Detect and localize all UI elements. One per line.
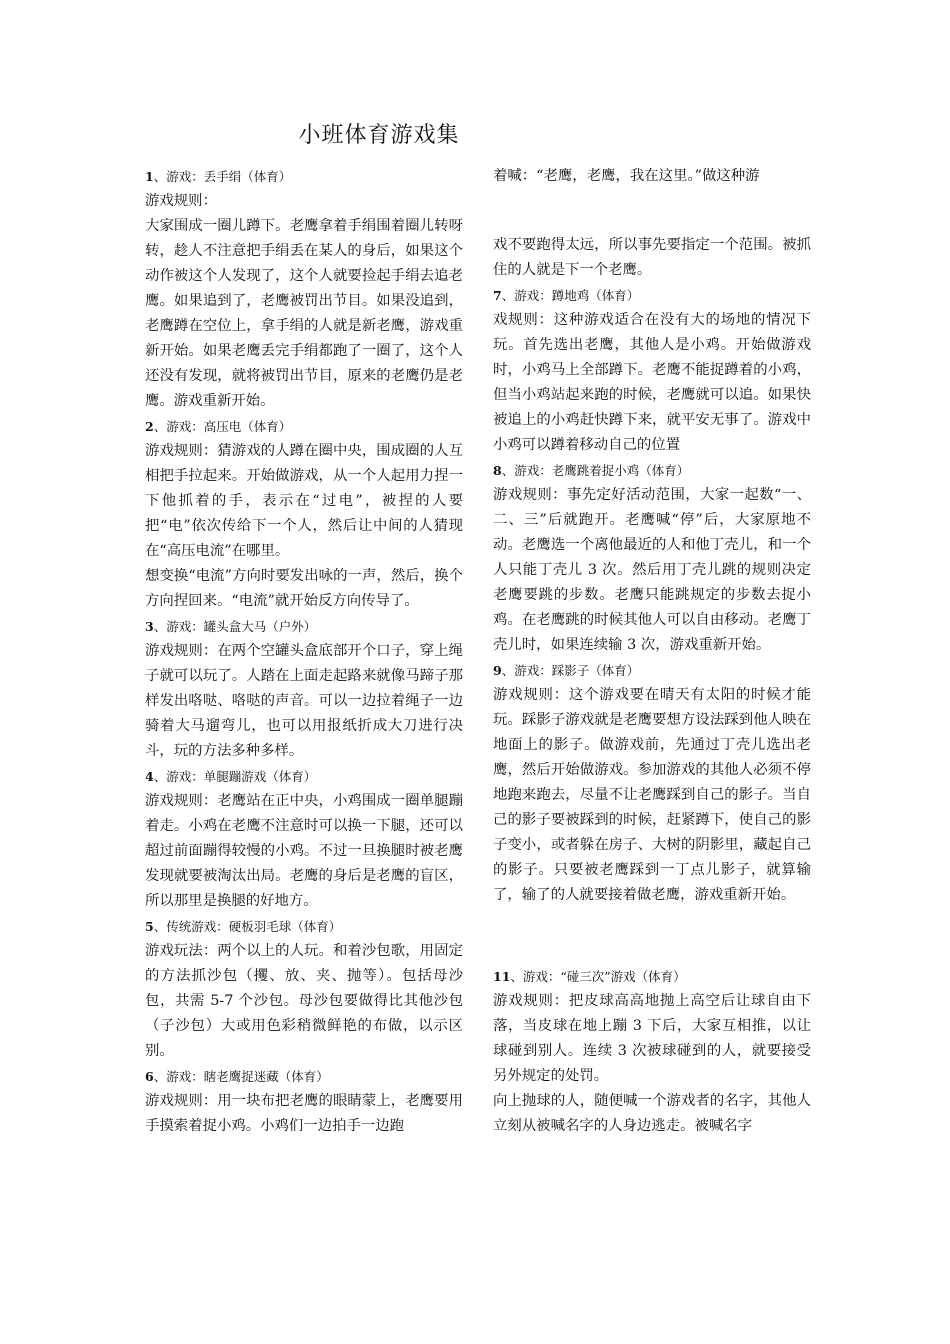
game-heading: 2、游戏：高压电（体育） xyxy=(145,419,292,434)
paragraph: 游戏规则： xyxy=(145,193,217,209)
paragraph: 游戏规则：猜游戏的人蹲在圈中央，围成圈的人互相把手拉起来。开始做游戏，从一个人起用力捏一下他抓着的手，表示在“过电”，被捏的人要把“电”依次传给下一个人，然后让中间的人猜现在“高压电流”在哪里。 xyxy=(145,443,463,559)
paragraph: 游戏玩法：两个以上的人玩。和着沙包歌，用固定的方法抓沙包（攫、放、夹、抛等）。包括母沙包，共需 5-7 个沙包。母沙包要做得比其他沙包（子沙包）大或用色彩稍微鲜艳的布做，以示区别。 xyxy=(145,943,463,1059)
paragraph: 游戏规则：在两个空罐头盒底部开个口子，穿上绳子就可以玩了。人踏在上面走起路来就像马蹄子那样发出咯哒、咯哒的声音。可以一边拉着绳子一边骑着大马遛弯儿，也可以用报纸折成大刀进行决斗，玩的方法多种多样。 xyxy=(145,643,463,759)
paragraph: 游戏规则：老鹰站在正中央，小鸡围成一圈单腿蹦着走。小鸡在老鹰不注意时可以换一下腿，还可以超过前面蹦得较慢的小鸡。不过一旦换腿时被老鹰发现就要被淘汰出局。老鹰的身后是老鹰的盲区，所以那里是换腿的好地方。 xyxy=(145,793,463,909)
paragraph: 游戏规则：用一块布把老鹰的眼睛蒙上，老鹰要用手摸索着捉小鸡。小鸡们一边拍手一边跑 xyxy=(145,1093,463,1134)
game-heading: 8、游戏：老鹰跳着捉小鸡（体育） xyxy=(493,463,690,478)
document-title: 小班体育游戏集 xyxy=(298,123,460,148)
paragraph: 游戏规则：这个游戏要在晴天有太阳的时候才能玩。踩影子游戏就是老鹰要想方设法踩到他人映在地面上的影子。做游戏前，先通过丁壳儿选出老鹰，然后开始做游戏。参加游戏的其他人必须不停地跑来跑去，尽量不让老鹰踩到自己的影子。当自己的影子要被踩到的时候，赶紧蹲下，使自己的影子变小，或者躲在房子、大树的阴影里，藏起自己的影子。只要被老鹰踩到一丁点儿影子，就算输了，输了的人就要接着做老鹰，游戏重新开始。 xyxy=(493,687,811,903)
paragraph: 戏不要跑得太远，所以事先要指定一个范围。被抓住的人就是下一个老鹰。 xyxy=(493,237,811,278)
game-heading: 6、游戏：瞎老鹰捉迷藏（体育） xyxy=(145,1069,329,1084)
paragraph: 想变换“电流”方向时要发出咏的一声，然后，换个方向捏回来。“电流”就开始反方向传导了。 xyxy=(145,568,463,609)
paragraph: 戏规则：这种游戏适合在没有大的场地的情况下玩。首先选出老鹰，其他人是小鸡。开始做游戏时，小鸡马上全部蹲下。老鹰不能捉蹲着的小鸡，但当小鸡站起来跑的时候，老鹰就可以追。如果快被追上的小鸡赶快蹲下来，就平安无事了。游戏中小鸡可以蹲着移动自己的位置 xyxy=(493,312,811,453)
left-column xyxy=(145,164,463,1139)
paragraph: 向上抛球的人，随便喊一个游戏者的名字，其他人立刻从被喊名字的人身边逃走。被喊名字 xyxy=(493,1093,811,1134)
game-heading: 5、传统游戏：硬板羽毛球（体育） xyxy=(145,919,342,934)
game-heading: 11、游戏：“碰三次”游戏（体育） xyxy=(493,969,686,984)
paragraph: 游戏规则：事先定好活动范围，大家一起数“一、二、三”后就跑开。老鹰喊“停”后，大家原地不动。老鹰选一个离他最近的人和他丁壳儿，和一个人只能丁壳儿 3 次。然后用丁壳儿跳的规则决定老鹰要跳的步数。老鹰只能跳规定的步数去捉小鸡。在老鹰跳的时候其他人可以自由移动。老鹰丁壳儿时，如果连续输 3 次，游戏重新开始。 xyxy=(493,487,811,653)
paragraph: 着喊：“老鹰，老鹰，我在这里。”做这种游 xyxy=(493,168,760,184)
game-heading: 9、游戏：踩影子（体育） xyxy=(493,663,640,678)
game-heading: 3、游戏：罐头盒大马（户外） xyxy=(145,619,317,634)
game-heading: 7、游戏：蹲地鸡（体育） xyxy=(493,288,640,303)
paragraph: 游戏规则：把皮球高高地抛上高空后让球自由下落，当皮球在地上蹦 3 下后，大家互相推，以让球碰到别人。连续 3 次被球碰到的人，就要接受另外规定的处罚。 xyxy=(493,993,811,1084)
game-heading: 4、游戏：单腿蹦游戏（体育） xyxy=(145,769,317,784)
paragraph: 大家围成一圈儿蹲下。老鹰拿着手绢围着圈儿转呀转，趁人不注意把手绢丢在某人的身后，如果这个动作被这个人发现了，这个人就要捡起手绢去追老鹰。如果追到了，老鹰被罚出节目。如果没追到，老鹰蹲在空位上，拿手绢的人就是新老鹰，游戏重新开始。如果老鹰丢完手绢都跑了一圈了，这个人还没有发现，就将被罚出节目，原来的老鹰仍是老鹰。游戏重新开始。 xyxy=(145,218,463,409)
right-column xyxy=(493,164,811,1139)
game-heading: 1、游戏：丢手绢（体育） xyxy=(145,169,292,184)
